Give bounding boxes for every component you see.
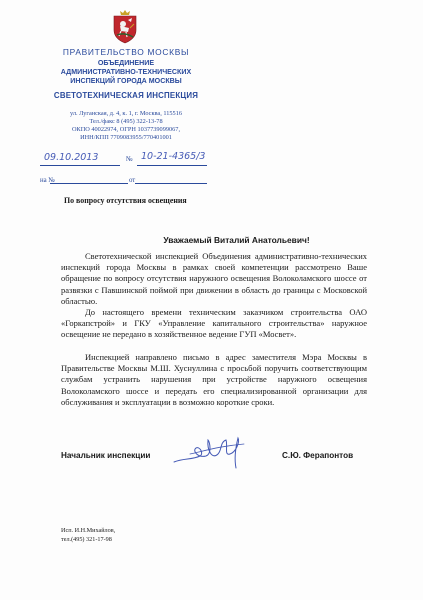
body-paragraph: Инспекцией направлено письмо в адрес заместителя Мэра Москвы в Правительстве Москвы М.Ш. Хуснуллина с просьбой поручить соответствующим службам устранить нарушения при устройстве наружного освещения Волоколамского шоссе и передать его специализированной организации для обслуживания и эксплуатации в возможно короткие сроки. [61, 352, 367, 407]
signatory-title: Начальник инспекции [61, 451, 151, 460]
greeting: Уважаемый Виталий Анатольевич! [163, 235, 310, 245]
inn-kpp-line: ИНН/КПП 7709083955/770401001 [80, 134, 172, 141]
okpo-ogrn-line: ОКПО 40022974, ОГРН 1037739099067, [71, 126, 181, 133]
reference-date-underline [135, 183, 207, 184]
body-paragraph: Светотехнической инспекцией Объединения административно-технических инспекций города Москвы в рамках своей компетенции рассмотрено Ваше обращение по вопросу отсутствия наружного освещения Волоколамского шоссе от развязки с Павшинской поймой при движении в область до границы с Московской областью. [61, 251, 367, 306]
phone-fax-line: Тел./факс 8 (495) 322-13-78 [89, 118, 163, 125]
address-line: ул. Луганская, д. 4, к. 1, г. Москва, 115516 [69, 110, 183, 117]
reference-number-label: на № [40, 177, 55, 184]
reference-number-underline [50, 183, 128, 184]
reference-date-label: от [129, 177, 136, 184]
moscow-emblem-icon [111, 8, 139, 44]
body-paragraph: До настоящего времени техническим заказчиком строительства ОАО «Горкапстрой» и ГКУ «Управление капитального строительства» наружное освещение не передано в хозяйственное ведение ГУП «Мосвет». [61, 307, 367, 340]
registration-number-label: № [126, 155, 133, 163]
org-name-line3: ИНСПЕКЦИЙ ГОРОДА МОСКВЫ [70, 77, 182, 85]
department-title: СВЕТОТЕХНИЧЕСКАЯ ИНСПЕКЦИЯ [53, 91, 199, 100]
org-name-line2: АДМИНИСТРАТИВНО-ТЕХНИЧЕСКИХ [60, 68, 192, 76]
executor-phone: тел.(495) 321-17-98 [61, 536, 112, 543]
government-title: ПРАВИТЕЛЬСТВО МОСКВЫ [62, 47, 190, 57]
handwritten-signature [170, 432, 250, 472]
signatory-name: С.Ю. Ферапонтов [282, 451, 354, 460]
number-underline [137, 165, 207, 166]
org-name-line1: ОБЪЕДИНЕНИЕ [97, 59, 155, 67]
executor-name: Исп. И.Н.Михайлов, [61, 527, 116, 534]
letter-subject: По вопросу отсутствия освещения [64, 196, 187, 205]
date-underline [40, 165, 120, 166]
registration-number: 10-21-4365/3 [141, 151, 206, 162]
registration-date: 09.10.2013 [44, 152, 99, 163]
